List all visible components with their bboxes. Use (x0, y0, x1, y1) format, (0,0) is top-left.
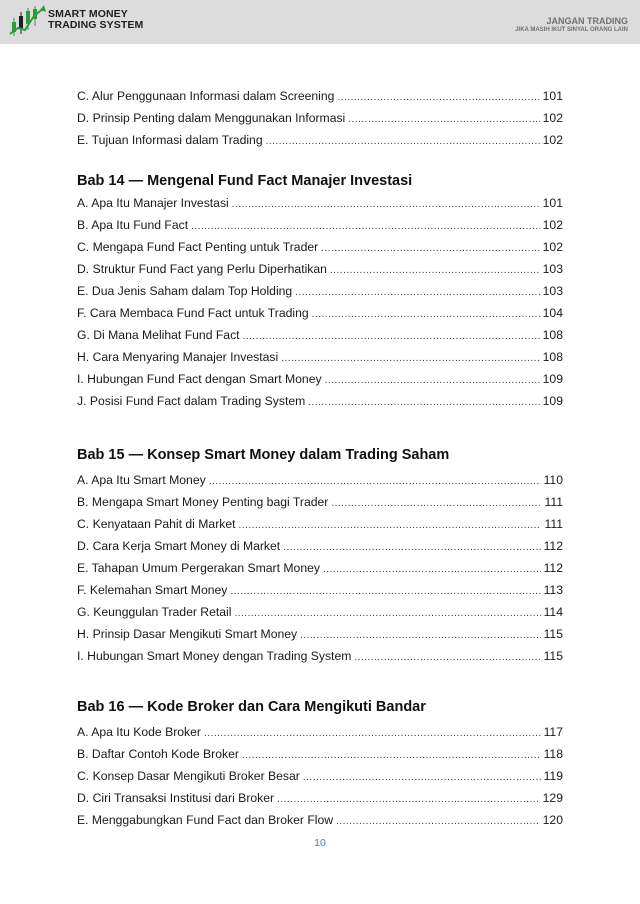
toc-entry-label: I. Hubungan Fund Fact dengan Smart Money (77, 372, 322, 386)
toc-entry-page: 102 (542, 218, 563, 232)
toc-entry-page: 102 (542, 133, 563, 147)
tagline-line-1: JANGAN TRADING (546, 16, 628, 26)
toc-entry (77, 470, 563, 492)
toc-entry (77, 108, 563, 130)
toc-entry (77, 788, 563, 810)
toc-entry-page: 109 (542, 394, 563, 408)
toc-entry-label: G. Di Mana Melihat Fund Fact (77, 328, 240, 342)
toc-entry-page: 115 (543, 627, 563, 641)
toc-entry-label: D. Struktur Fund Fact yang Perlu Diperhatikan (77, 262, 327, 276)
toc-entry (77, 369, 563, 391)
toc-entry (77, 86, 563, 108)
toc-entry-page: 119 (543, 769, 563, 783)
toc-entry (77, 259, 563, 281)
toc-entry-label: D. Prinsip Penting dalam Menggunakan Informasi (77, 111, 346, 125)
toc-entry-page: 103 (542, 262, 563, 276)
toc-entry-label: C. Alur Penggunaan Informasi dalam Screening (77, 89, 335, 103)
toc-entry (77, 492, 563, 514)
toc-entry-label: A. Apa Itu Kode Broker (77, 725, 201, 739)
toc-entry-page: 112 (543, 561, 563, 575)
toc-entry (77, 624, 563, 646)
toc-entry (77, 646, 563, 668)
toc-entry (77, 514, 563, 536)
toc-entry (77, 130, 563, 152)
toc-entry (77, 810, 563, 832)
toc-entry-label: B. Apa Itu Fund Fact (77, 218, 189, 232)
toc-entry-label: B. Mengapa Smart Money Penting bagi Trader (77, 495, 329, 509)
toc-entry (77, 193, 563, 215)
toc-entry (77, 602, 563, 624)
toc-entry-page: 120 (542, 813, 563, 827)
toc-entry-label: E. Dua Jenis Saham dalam Top Holding (77, 284, 293, 298)
toc-entry-label: H. Prinsip Dasar Mengikuti Smart Money (77, 627, 298, 641)
chapter-title: Bab 15 — Konsep Smart Money dalam Trading Saham (77, 447, 450, 463)
toc-entry-page: 101 (542, 196, 563, 210)
toc-entry (77, 325, 563, 347)
toc-entry (77, 391, 563, 413)
toc-entry-page: 117 (543, 725, 563, 739)
header-tagline (515, 16, 628, 34)
toc-entry-page: 109 (542, 372, 563, 386)
chapter-title: Bab 14 — Mengenal Fund Fact Manajer Investasi (77, 173, 413, 189)
toc-entry-page: 114 (543, 605, 563, 619)
toc-entry-page: 108 (542, 350, 563, 364)
toc-entry-label: C. Konsep Dasar Mengikuti Broker Besar (77, 769, 300, 783)
toc-entry (77, 744, 563, 766)
toc-entry (77, 536, 563, 558)
toc-entry-label: A. Apa Itu Manajer Investasi (77, 196, 229, 210)
toc-entry-page: 111 (544, 495, 563, 509)
toc-entry (77, 347, 563, 369)
toc-entry-page: 101 (542, 89, 563, 103)
logo-line-1: SMART MONEY (48, 8, 128, 20)
toc-entry-page: 103 (542, 284, 563, 298)
candlestick-chart-icon (8, 4, 48, 40)
page-number: 10 (314, 837, 326, 849)
toc-entry (77, 303, 563, 325)
table-of-contents (77, 86, 563, 832)
toc-entry-label: A. Apa Itu Smart Money (77, 473, 206, 487)
toc-entry-page: 102 (542, 111, 563, 125)
toc-entry-label: I. Hubungan Smart Money dengan Trading System (77, 649, 352, 663)
toc-entry-page: 110 (543, 473, 563, 487)
logo-text (48, 9, 143, 31)
toc-entry (77, 215, 563, 237)
toc-entry-label: H. Cara Menyaring Manajer Investasi (77, 350, 279, 364)
toc-entry (77, 766, 563, 788)
toc-entry-page: 112 (543, 539, 563, 553)
toc-entry-label: G. Keunggulan Trader Retail (77, 605, 232, 619)
toc-entry-page: 115 (543, 649, 563, 663)
toc-entry (77, 237, 563, 259)
toc-entry (77, 281, 563, 303)
toc-entry-page: 104 (542, 306, 563, 320)
toc-entry-page: 102 (542, 240, 563, 254)
toc-entry-label: F. Cara Membaca Fund Fact untuk Trading (77, 306, 309, 320)
toc-entry-page: 113 (543, 583, 563, 597)
toc-entry-label: C. Kenyataan Pahit di Market (77, 517, 236, 531)
toc-entry (77, 558, 563, 580)
page-header (0, 0, 640, 44)
toc-entry-page: 118 (543, 747, 563, 761)
toc-entry-label: F. Kelemahan Smart Money (77, 583, 228, 597)
toc-section-continued (77, 86, 563, 152)
toc-entry-page: 129 (542, 791, 563, 805)
toc-entry-label: E. Menggabungkan Fund Fact dan Broker Flow (77, 813, 334, 827)
tagline-line-2: JIKA MASIH IKUT SINYAL ORANG LAIN (515, 27, 628, 33)
toc-entry-label: J. Posisi Fund Fact dalam Trading System (77, 394, 306, 408)
toc-entry-label: D. Ciri Transaksi Institusi dari Broker (77, 791, 275, 805)
toc-entry (77, 580, 563, 602)
chapter-title: Bab 16 — Kode Broker dan Cara Mengikuti Bandar (77, 699, 426, 715)
toc-entry-page: 108 (542, 328, 563, 342)
toc-entry-label: C. Mengapa Fund Fact Penting untuk Trader (77, 240, 319, 254)
toc-entry-label: B. Daftar Contoh Kode Broker (77, 747, 239, 761)
toc-entry-label: E. Tujuan Informasi dalam Trading (77, 133, 263, 147)
logo-line-2: TRADING SYSTEM (48, 19, 144, 31)
toc-entry-label: E. Tahapan Umum Pergerakan Smart Money (77, 561, 320, 575)
toc-entry-label: D. Cara Kerja Smart Money di Market (77, 539, 281, 553)
toc-entry (77, 722, 563, 744)
toc-entry-page: 111 (544, 517, 563, 531)
